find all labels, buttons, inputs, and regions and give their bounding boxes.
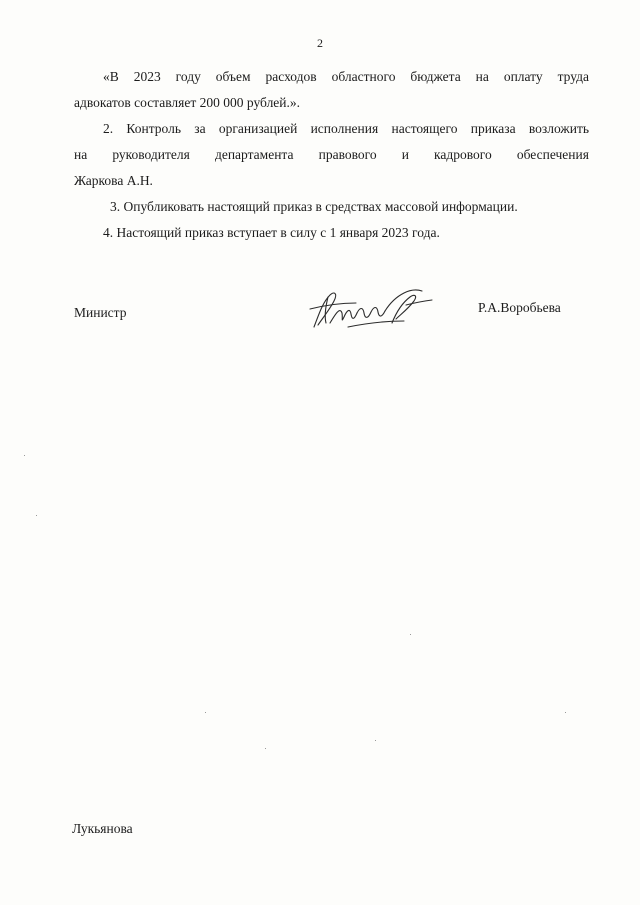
word: департамента (214, 147, 294, 162)
scan-speck (24, 455, 25, 456)
word: исполнения (310, 121, 379, 136)
word: оплату (503, 69, 543, 84)
word: на (475, 69, 489, 84)
word: расходов (265, 69, 317, 84)
paragraph-2-line-2 (74, 145, 589, 164)
paragraph-1-line-1 (103, 67, 589, 86)
signer-name: Р.А.Воробьева (478, 300, 561, 315)
scan-speck (205, 712, 206, 713)
word: организацией (218, 121, 298, 136)
word: приказа (470, 121, 516, 136)
word: бюджета (410, 69, 461, 84)
word: обеспечения (516, 147, 589, 162)
word: областного (331, 69, 396, 84)
word: труда (557, 69, 589, 84)
word: кадрового (434, 147, 492, 162)
paragraph-4: 4. Настоящий приказ вступает в силу с 1 января 2023 года. (103, 225, 440, 240)
word: Контроль (126, 121, 181, 136)
word: настоящего (391, 121, 458, 136)
word: 2023 (133, 69, 161, 84)
paragraph-1-line-2: адвокатов составляет 200 000 рублей.». (74, 95, 301, 110)
scan-speck (265, 748, 266, 749)
scan-speck (565, 712, 566, 713)
word: объем (215, 69, 251, 84)
paragraph-2-line-3: Жаркова А.Н. (74, 173, 153, 188)
scan-speck (375, 740, 376, 741)
word: 2. (103, 121, 114, 136)
paragraph-2-line-1 (103, 119, 589, 138)
position-title: Министр (74, 305, 127, 320)
word: году (175, 69, 201, 84)
word: правового (318, 147, 377, 162)
word: возложить (528, 121, 589, 136)
word: на (74, 147, 88, 162)
page-number: 2 (317, 36, 323, 50)
word: и (401, 147, 409, 162)
scan-speck (410, 634, 411, 635)
word: «В (103, 69, 119, 84)
scan-speck (36, 515, 37, 516)
executor-name: Лукьянова (72, 821, 133, 836)
word: руководителя (112, 147, 190, 162)
paragraph-3: 3. Опубликовать настоящий приказ в средствах массовой информации. (110, 199, 518, 214)
handwritten-signature (308, 283, 436, 333)
word: за (194, 121, 206, 136)
